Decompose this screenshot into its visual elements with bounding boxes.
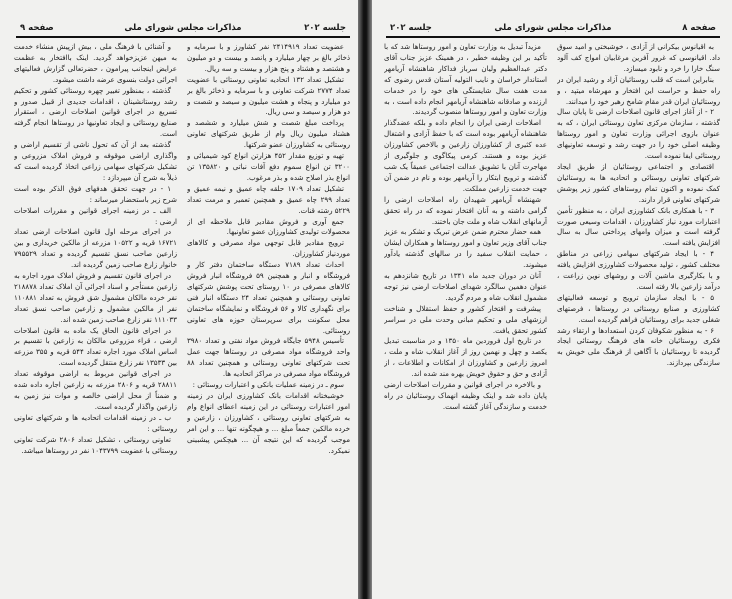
left-page bbox=[0, 0, 362, 599]
running-title: مذاکرات مجلس شورای ملی bbox=[124, 23, 242, 33]
paragraph: آنان در دوران جدید ماه ۱۳۴۱ در تاریخ شانزدهم به عنوان دهمین سالگرد شهدای اصلاحات ارضی نیز توجه مشمول انقلاب شاه و مردم گردید. bbox=[384, 271, 547, 302]
paragraph: ترویج مقادیر قابل توجهی مواد مصرفی و کالاهای موردنیاز کشاورزان. bbox=[187, 238, 350, 259]
paragraph: تعاونی روستائی ، تشکیل تعداد ۲۸۰۶ شرکت تعاونی روستائی با عضویت ۱۰۴۳۷۹۹ نفر در روستاها میباشد. bbox=[14, 434, 177, 455]
paragraph: و بالاخره در اجرای قوانین و مقررات اصلاحات ارضی پایان داده شد و اینک وظیفه انهماک روستائیان در راه خدمت و سازندگی آغاز گشته است. bbox=[384, 380, 547, 411]
paragraph: بنابراین است که قلب روستائیان آزاد و رشید ایران در راه حفظ و حراست این افتخار و مهرشاه میتپد ، و روستائیان ایران قدر مقام شامخ رهبر خود را میدانند. bbox=[557, 74, 720, 106]
paragraph: ب ـ در زمینه اقدامات اتحادیه ها و شرکتهای تعاونی روستائی : bbox=[14, 412, 177, 433]
paragraph: در اجرای قانون تقسیم و فروش املاک مورد اجاره به زارعین مستأجر و اسناد اجرائی آن املاک تعداد ۲۱۸۸۷۸ نفر خرده مالکان مشمول شق فروش به تعداد ۱۱۰۸۸۱ نفر از مالکین مشمول و زارعین صاحب نسق تعداد ۱۱۱۰۳۳ نفر زارع صاحب زمین شده اند. bbox=[14, 271, 177, 324]
paragraph: تهیه و توزیع مقدار ۴۵۲ هزارتن انواع کود شیمیائی و ۳۲۰۰ تن انواع سموم دفع آفات نباتی و ۱۳۵۸۲۰ تن انواع بذر اصلاح شده و بذر مرغوب. bbox=[187, 151, 350, 182]
paragraph: جمع آوری و فروش مقادیر قابل ملاحظه ای از محصولات تولیدی کشاورزان عضو تعاونیها. bbox=[187, 216, 350, 237]
paragraph: اقتصادی و اجتماعی روستائیان از طریق ایجاد شرکتهای تعاونی روستائی و اتحادیه ها به روستائیان کمک نموده و اکنون تمام روستاهای کشور زیر پوشش شرکتهای تعاونی قرار دارند. bbox=[557, 161, 720, 204]
paragraph: پرداخت مبلغ شصت و شش میلیارد و ششصد و هشتاد میلیون ریال وام از طریق شرکتهای تعاونی روستائی به کشاورزان عضو شرکتها. bbox=[187, 118, 350, 150]
paragraph: ۳ - با همکاری بانک کشاورزی ایران ، به منظور تأمین اعتبارات مورد نیاز کشاورزان ، اقدامات وسیعی صورت گرفته است و میزان وامهای پرداختی سال به سال افزایش یافته است. bbox=[557, 205, 720, 248]
column-right bbox=[14, 42, 177, 593]
right-page bbox=[370, 0, 732, 599]
paragraph: گذشته ، بمنظور تغییر چهره روستائی کشور و تحکیم رشد روستانشینان ، اقدامات جدیدی از قبیل صدور و تسریع در اجرای قوانین اصلاحات ارضی ، استقرار صنایع روستائی و ایجاد تعاونیها در روستاها انجام گرفته است. bbox=[14, 85, 177, 139]
paragraph: ۱ - در جهت تحقق هدفهای فوق الذکر بوده است شرح زیر باستحضار میرساند : bbox=[14, 183, 177, 204]
paragraph: تشکیل تعداد ۱۷۰۹ حلقه چاه عمیق و نیمه عمیق و تعداد ۲۹۹ چاه عمیق و همچنین تعمیر و مرمت تعداد ۵۲۲۹ رشته قنات. bbox=[187, 183, 350, 215]
paragraph: در اجرای قوانین مربوط به اراضی موقوفه تعداد ۲۸۸۱۱ قریه و ۲۸۰۶ مزرعه به زارعین اجاره داده شده و ضمناً از محل اراضی خالصه و موات نیز زمین به زارعین واگذار گردیده است. bbox=[14, 369, 177, 411]
paragraph: همه حضار محترم ضمن عرض تبریک و تشکر به عزیز جناب آقای وزیر تعاون و امور روستاها و همکاران ایشان ، حمایت انقلاب سفید را در سالهای گذشته یادآور میشوند. bbox=[384, 227, 547, 270]
book-spine bbox=[358, 0, 372, 599]
paragraph: عضویت تعداد ۲۴۱۴۹۱۹ نفر کشاورز و با سرمایه و ذخائر بالغ بر چهار میلیارد و پانصد و بیست و دو میلیون و هشتصد و هشتاد و پنج هزار و بیست و سه ریال. bbox=[187, 42, 350, 73]
paragraph: ۵ - با ایجاد سازمان ترویج و توسعه فعالیتهای کشاورزی و صنایع روستائی در روستاها ، فرصتهای شغلی جدید برای روستائیان فراهم گردیده است. bbox=[557, 292, 720, 324]
session-number: جلسه ۲۰۲ bbox=[390, 23, 432, 33]
page-header bbox=[16, 22, 350, 38]
paragraph: به اقیانوس بیکرانی از آزادی ، خوشبختی و امید سوق داد. اقیانوسی که غرور آفرین مرغابیان امواج کف آلود سنگ خارا را خرد و نابود میسازد. bbox=[557, 42, 720, 73]
session-number: جلسه ۲۰۲ bbox=[304, 23, 346, 33]
page-number: صفحه ۹ bbox=[20, 23, 54, 33]
paragraph: شهنشاه آریامهر شهیدان راه اصلاحات ارضی را گرامی داشته و به آنان افتخار نموده که در راه تحقق آرمانهای انقلاب شاه و ملت جان باختند. bbox=[384, 194, 547, 226]
paragraph: سوم ـ در زمینه عملیات بانکی و اعتبارات روستائی : bbox=[192, 380, 344, 390]
paragraph: ۶ - به منظور شکوفان کردن استعدادها و ارتقاء رشد فکری روستائیان خانه های فرهنگ روستائی ایجاد گردیده تا روستائیان با آگاهی از فرهنگ ملی خویش به سازندگی بپردازند. bbox=[557, 325, 720, 368]
paragraph: گذشته بعد از آن که تحول ناشی از تقسیم اراضی و واگذاری اراضی موقوفه و فروش املاک مزروعی و تشکیل شرکتهای سهامی زراعی اتخاذ گردیده است که ذیلاً به شرح آن میپردازد : bbox=[14, 140, 177, 182]
page-header bbox=[386, 22, 720, 38]
paragraph: ۴ - با ایجاد شرکتهای سهامی زراعی در مناطق مختلف کشور ، تولید محصولات کشاورزی افزایش یافته و با بکارگیری ماشین آلات و روشهای نوین زراعت ، درآمد زارعین بالا رفته است. bbox=[557, 249, 720, 291]
running-title: مذاکرات مجلس شورای ملی bbox=[494, 23, 612, 33]
column-right bbox=[384, 42, 547, 593]
paragraph: در تاریخ اول فروردین ماه ۱۳۵۰ و در مناسبت تبدیل یکصد و چهل و نهمین روز از آغاز انقلاب شاه و ملت ، امروز زارعین و کشاورزان از امکانات و اطلاعات ، از آزادی و حق و حقوق خویش بهره مند شده اند. bbox=[384, 336, 547, 379]
paragraph: اصلاحات ارضی ایران را انجام داده و بلکه عضدگذار شاهنشاه آریامهر بوده است که با حفظ آزادی و اشتغال عده کثیری از کشاورزان زارعین و بالاخص کشاورزان عزیز بوده و هستند. کرمی پیکاگوی و جلوگیری از مهاجرت آنان با تشویق عدالت اجتماعی عمیقاً یک شب گذشته و ترویج ابتکار را آریامهر بوده و نام در ضمن آن جهت خدمت زارعین مملکت. bbox=[384, 118, 547, 193]
paragraph: خوشبختانه اقدامات بانک کشاورزی ایران در زمینه امور اعتبارات روستائی در این زمینه اعطای انواع وام به شرکتهای تعاونی روستائی ، کشاورزان ، زارعین و خرده مالکین جمعاً مبلغ ... و هیچگونه تنها ... و این امر موجب گردیده که این نتیجه آن ... هیچکس پیشبینی نمیکرد. bbox=[187, 391, 350, 455]
paragraph: احداث تعداد ۷۱۸۹ دستگاه ساختمان دفتر کار و فروشگاه و انبار و همچنین ۵۹ فروشگاه انبار فروش کالاهای مصرفی در ۱۰ روستای تحت پوشش شرکتهای تعاونی روستائی و همچنین تعداد ۲۴ دستگاه انبار فنی برای نگهداری کالا و ۵۶ فروشگاه و نمایشگاه ساختمان محل سکونت برای سرپرستان حوزه های تعاونی روستائی. bbox=[187, 260, 350, 335]
paragraph: پیشرفت و افتخار کشور و حفظ استقلال و شناخت ارزشهای ملی و تحکیم مبانی وحدت ملی در سراسر کشور تحقق یافت. bbox=[384, 303, 547, 335]
paragraph: تأسیس ۵۹۴۸ جایگاه فروش مواد نفتی و تعداد ۳۹۸۰ واحد فروشگاه مواد مصرفی در روستاها جهت عمل تحت شرکتهای تعاونی روستائی و همچنین تعداد ۸۸ فروشگاه مواد مصرفی در مراکز اتحادیه ها. bbox=[187, 336, 350, 379]
paragraph: ۲ - از آغاز اجرای قانون اصلاحات ارضی تا پایان سال گذشته ، سازمان مرکزی تعاون روستائی ایران ، که به عنوان بازوی اجرائی وزارت تعاون و امور روستاها وظیفه اصلی خود را در جهت رشد و توسعه تعاونیهای روستائی ایفا نموده است. bbox=[557, 107, 720, 161]
column-left bbox=[187, 42, 350, 593]
column-left bbox=[557, 42, 720, 593]
paragraph: مزیداً تبدیل به وزارت تعاون و امور روستاها شد که با تأکید بر این وظیفه خطیر ، در همینک عزیز جناب آقای دکتر عبدالعظیم ولیان سرباز فداکار شاهنشاه آریامهر استاندار خراسان و نایب التولیه آستان قدس رضوی که مدت هفت سال شایستگی های خود را در خدمات ارزنده و صادقانه شاهنشاه آریامهر انجام داده است ، به وزارت تعاون و امور روستاها منصوب گردیدند. bbox=[384, 42, 547, 117]
paragraph: در اجرای مرحله اول قانون اصلاحات ارضی تعداد ۱۶۷۲۱ قریه و ۱۰۵۲۲ مزرعه از مالکین خریداری و بین زارعین صاحب نسق تقسیم گردیده و تعداد ۷۹۵۵۲۹ خانوار زارع صاحب زمین گردیده اند. bbox=[14, 227, 177, 270]
page-number: صفحه ۸ bbox=[682, 23, 716, 33]
paragraph: در اجرای قانون الحاق یک ماده به قانون اصلاحات ارضی ، قراء مزروعی مالکان به زارعین با تقسیم بر اساس املاک مورد اجاره تعداد ۵۴۴ قریه و ۳۵۵ مزرعه بین ۱۳۵۳۳ نفر زارع منتقل گردیده است. bbox=[14, 325, 177, 368]
paragraph: تشکیل تعداد ۱۳۲ اتحادیه تعاونی روستائی با عضویت تعداد ۲۷۷۴ شرکت تعاونی و با سرمایه و ذخائر بالغ بر دو میلیارد و پنجاه و هشت میلیون و سیصد و شصت و دو هزار و سیصد و سی ریال. bbox=[187, 74, 350, 117]
paragraph: و آشنائی با فرهنگ ملی ، بیش ازپیش منشاء خدمت به میهن عزیزخواهد گردید. اینک باافتخار به عظمت عرایض اینجانب پیرامون ، حضرتعالی گزارش فعالیتهای اجرائی دولت بنسوی عرضه داشت میشود. bbox=[14, 42, 177, 84]
paragraph: الف ـ در زمینه اجرای قوانین و مقررات اصلاحات ارضی : bbox=[14, 205, 177, 226]
